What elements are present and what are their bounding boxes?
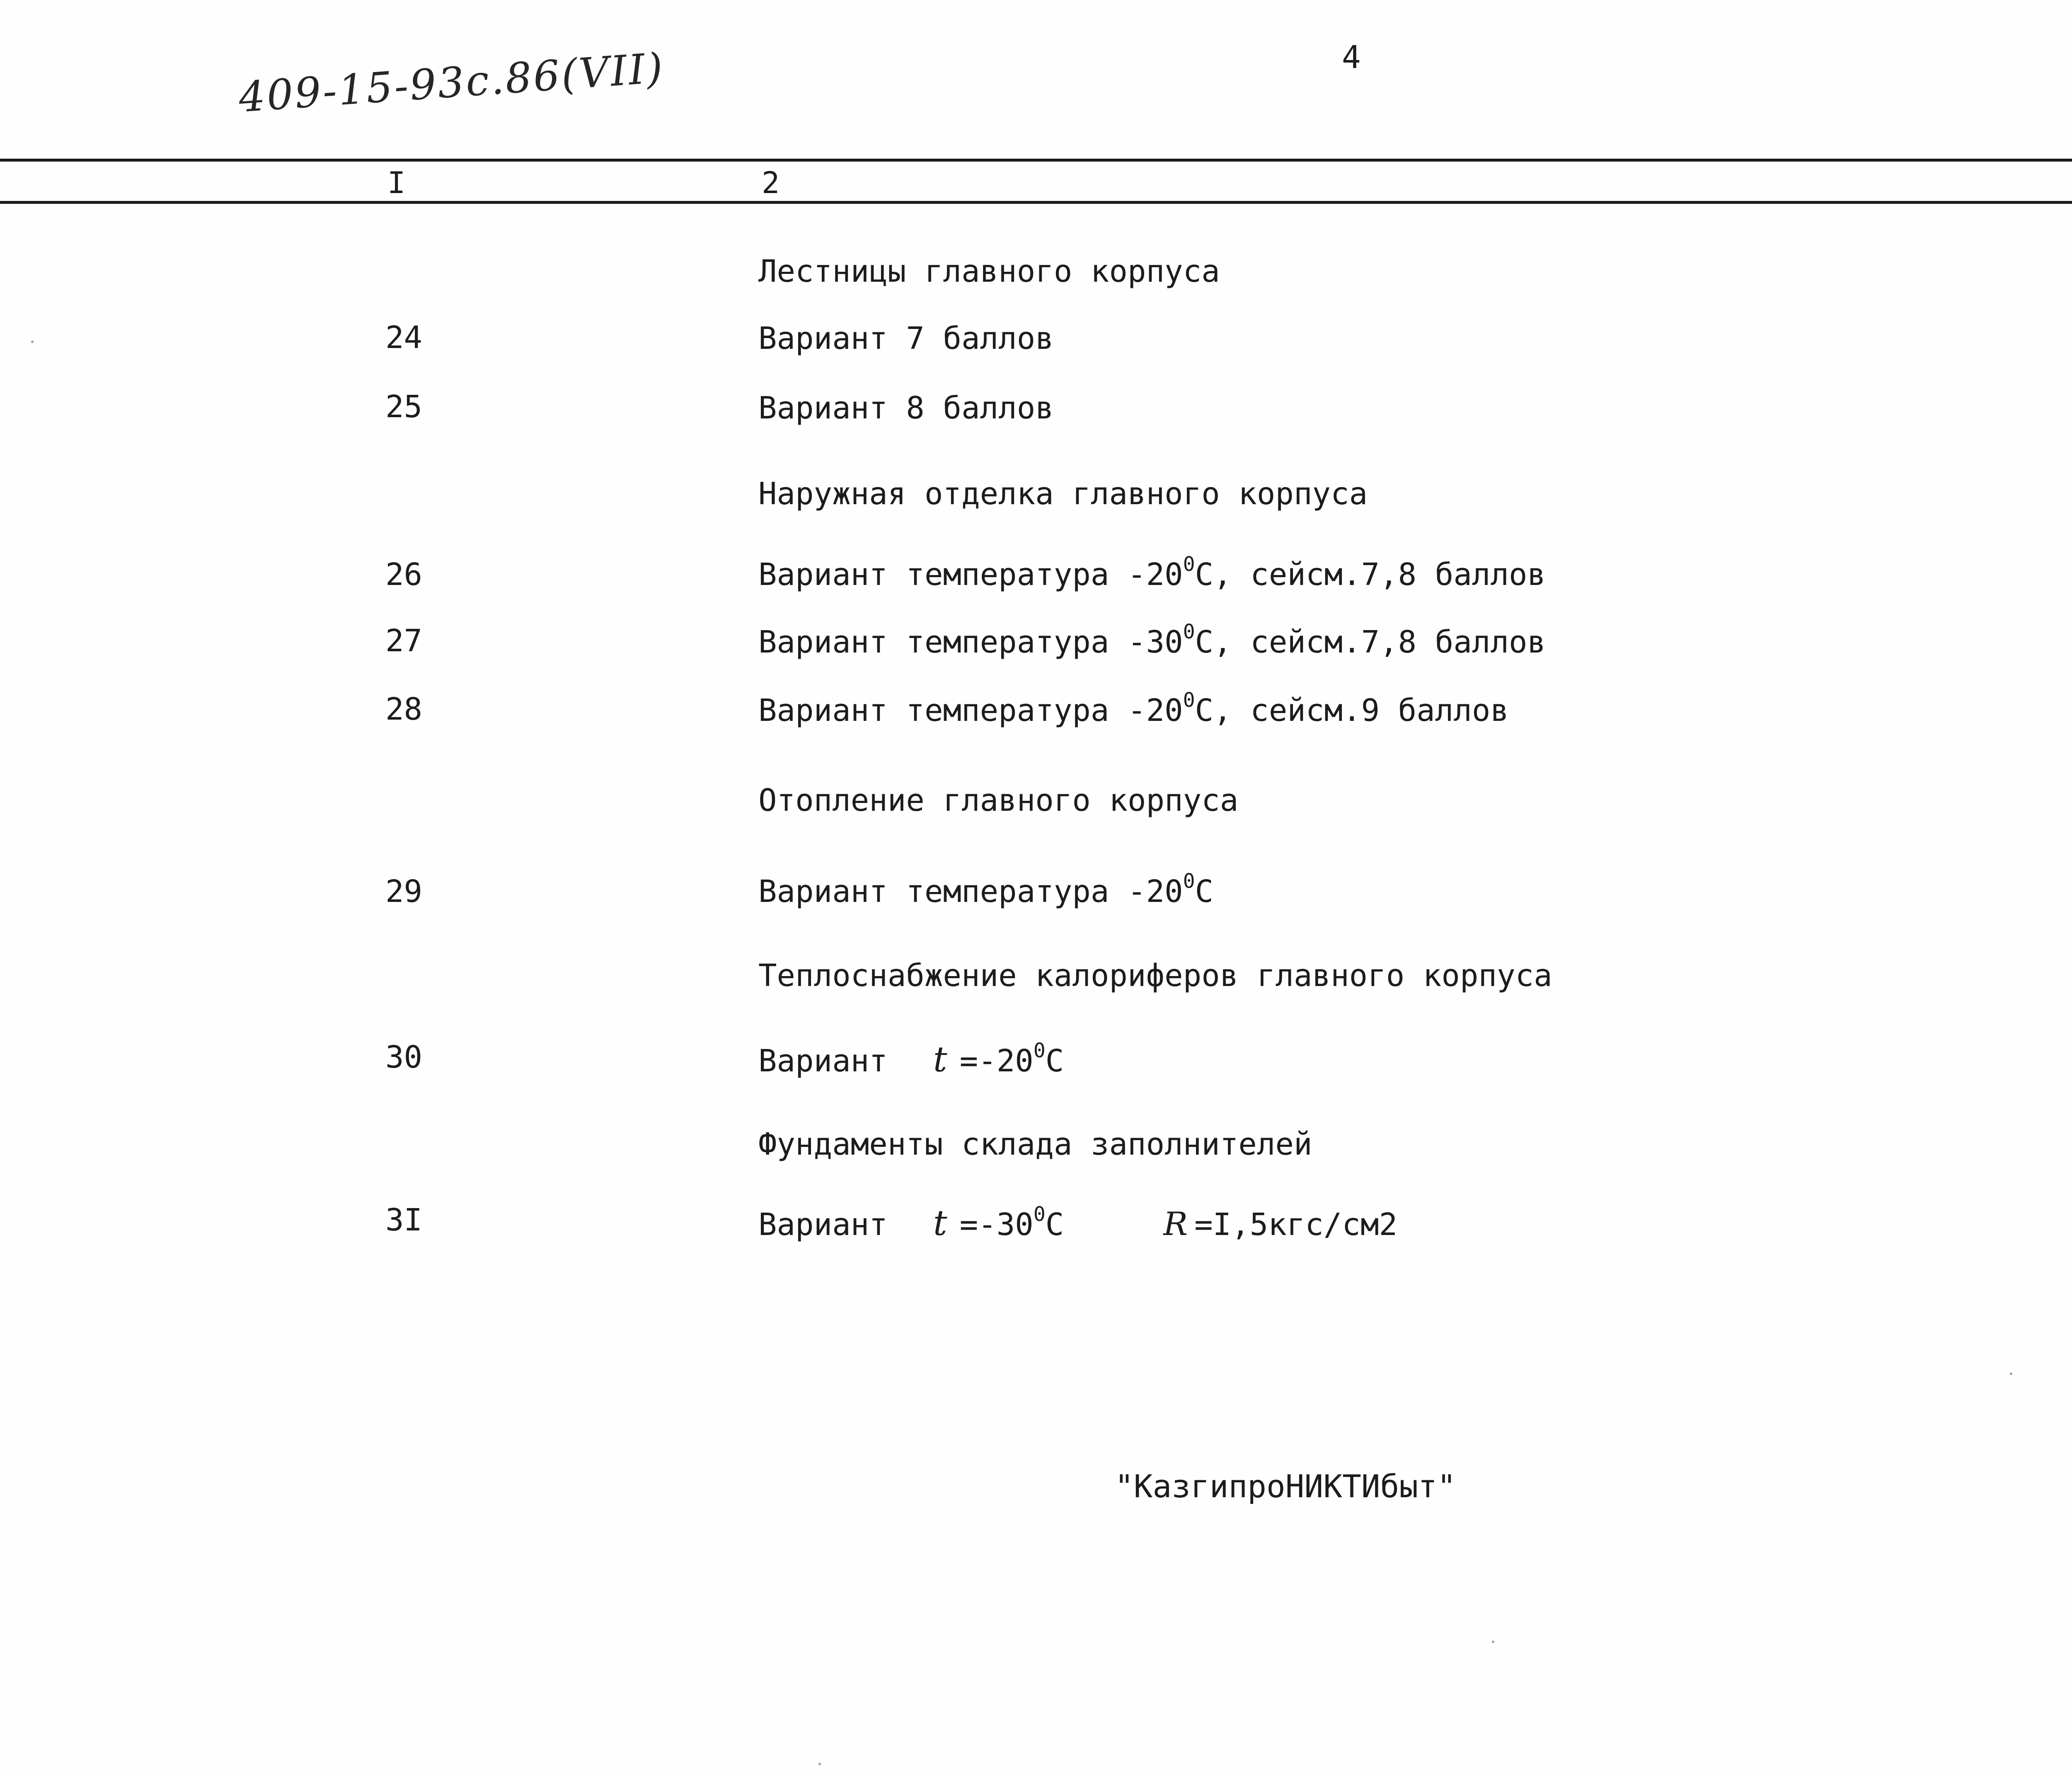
scan-speck — [31, 341, 34, 343]
column-header-1: I — [387, 165, 406, 200]
section-title: Теплоснабжение калориферов главного корпуса — [758, 958, 1552, 993]
scan-speck — [2010, 1373, 2012, 1375]
row-number: 26 — [385, 557, 423, 592]
section-title: Фундаменты склада заполнителей — [758, 1126, 1312, 1162]
row-number: 27 — [385, 623, 423, 659]
row-number: 28 — [385, 691, 423, 727]
row-number: 30 — [385, 1039, 423, 1075]
section-title: Лестницы главного корпуса — [758, 254, 1220, 289]
organization-name: "КазгипроНИКТИбыт" — [1115, 1468, 1456, 1505]
table-header-rule — [0, 201, 2072, 204]
row-description: Вариант 7 баллов — [758, 321, 1054, 356]
row-description: Вариант температура $-20^0С$, сейсм.7,8 баллов — [758, 553, 1546, 592]
row-description: Вариант температура $-20^0С$ — [758, 870, 1214, 909]
scan-speck — [1492, 1641, 1494, 1643]
column-header-2: 2 — [762, 165, 780, 200]
row-description: Вариант температура $-20^0С$, сейсм.9 баллов — [758, 689, 1509, 728]
row-description: Вариант $t =-30^0С$ R =I,5кгс/см2 — [758, 1203, 1398, 1243]
row-description: Вариант $t =-20^0С$ — [758, 1039, 1064, 1080]
scan-speck — [818, 1763, 821, 1765]
row-number: 29 — [385, 874, 423, 909]
page-number: 4 — [1342, 39, 1361, 75]
row-description: Вариант 8 баллов — [758, 390, 1054, 426]
row-number: 25 — [385, 389, 423, 425]
row-number: 3I — [385, 1202, 423, 1238]
section-title: Наружная отделка главного корпуса — [758, 476, 1368, 512]
section-title: Отопление главного корпуса — [758, 783, 1239, 818]
table-top-rule — [0, 159, 2072, 162]
handwritten-project-code: 409-15-93с.86(VII) — [237, 44, 666, 122]
row-description: Вариант температура $-30^0С$, сейсм.7,8 баллов — [758, 620, 1546, 660]
row-number: 24 — [385, 320, 423, 355]
